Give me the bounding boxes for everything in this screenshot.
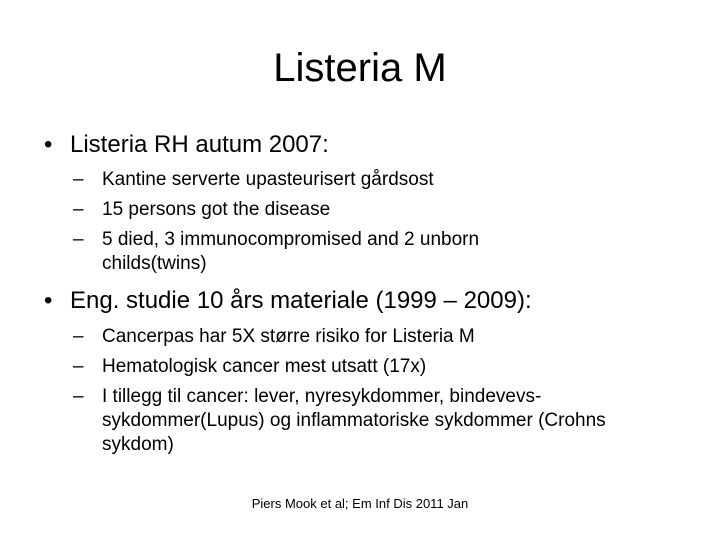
sub-item bbox=[73, 228, 582, 276]
sub-marker: – bbox=[73, 356, 84, 377]
slide-title: Listeria M bbox=[273, 46, 447, 90]
bullet-marker: • bbox=[44, 287, 53, 314]
sub-text: Kantine serverte upasteurisert gårdsost bbox=[102, 169, 434, 190]
sub-item bbox=[73, 325, 682, 349]
bullet-marker: • bbox=[44, 131, 53, 158]
sub-text: Hematologisk cancer mest utsatt (17x) bbox=[102, 356, 427, 377]
sub-marker: – bbox=[73, 169, 84, 190]
sub-text: Cancerpas har 5X større risiko for Listeria M bbox=[102, 326, 475, 347]
bullet-item bbox=[44, 130, 690, 160]
sub-item bbox=[73, 355, 682, 379]
bullet-item bbox=[44, 286, 690, 316]
bullet-text: Eng. studie 10 års materiale (1999 – 2009): bbox=[70, 287, 532, 314]
bullet-text: Listeria RH autum 2007: bbox=[70, 131, 329, 158]
sub-item bbox=[73, 168, 682, 192]
sub-item bbox=[73, 198, 682, 222]
sub-marker: – bbox=[73, 229, 84, 250]
sub-text: 15 persons got the disease bbox=[102, 199, 331, 220]
sub-text: I tillegg til cancer: lever, nyresykdommer, bindevevs-sykdommer(Lupus) og inflammatoriske sykdommer (Crohns sykdom) bbox=[102, 386, 606, 455]
citation-footer: Piers Mook et al; Em Inf Dis 2011 Jan bbox=[251, 496, 469, 511]
sub-marker: – bbox=[73, 386, 84, 407]
sub-item bbox=[73, 385, 672, 457]
sub-marker: – bbox=[73, 326, 84, 347]
sub-marker: – bbox=[73, 199, 84, 220]
sub-text: 5 died, 3 immunocompromised and 2 unborn childs(twins) bbox=[102, 229, 480, 274]
